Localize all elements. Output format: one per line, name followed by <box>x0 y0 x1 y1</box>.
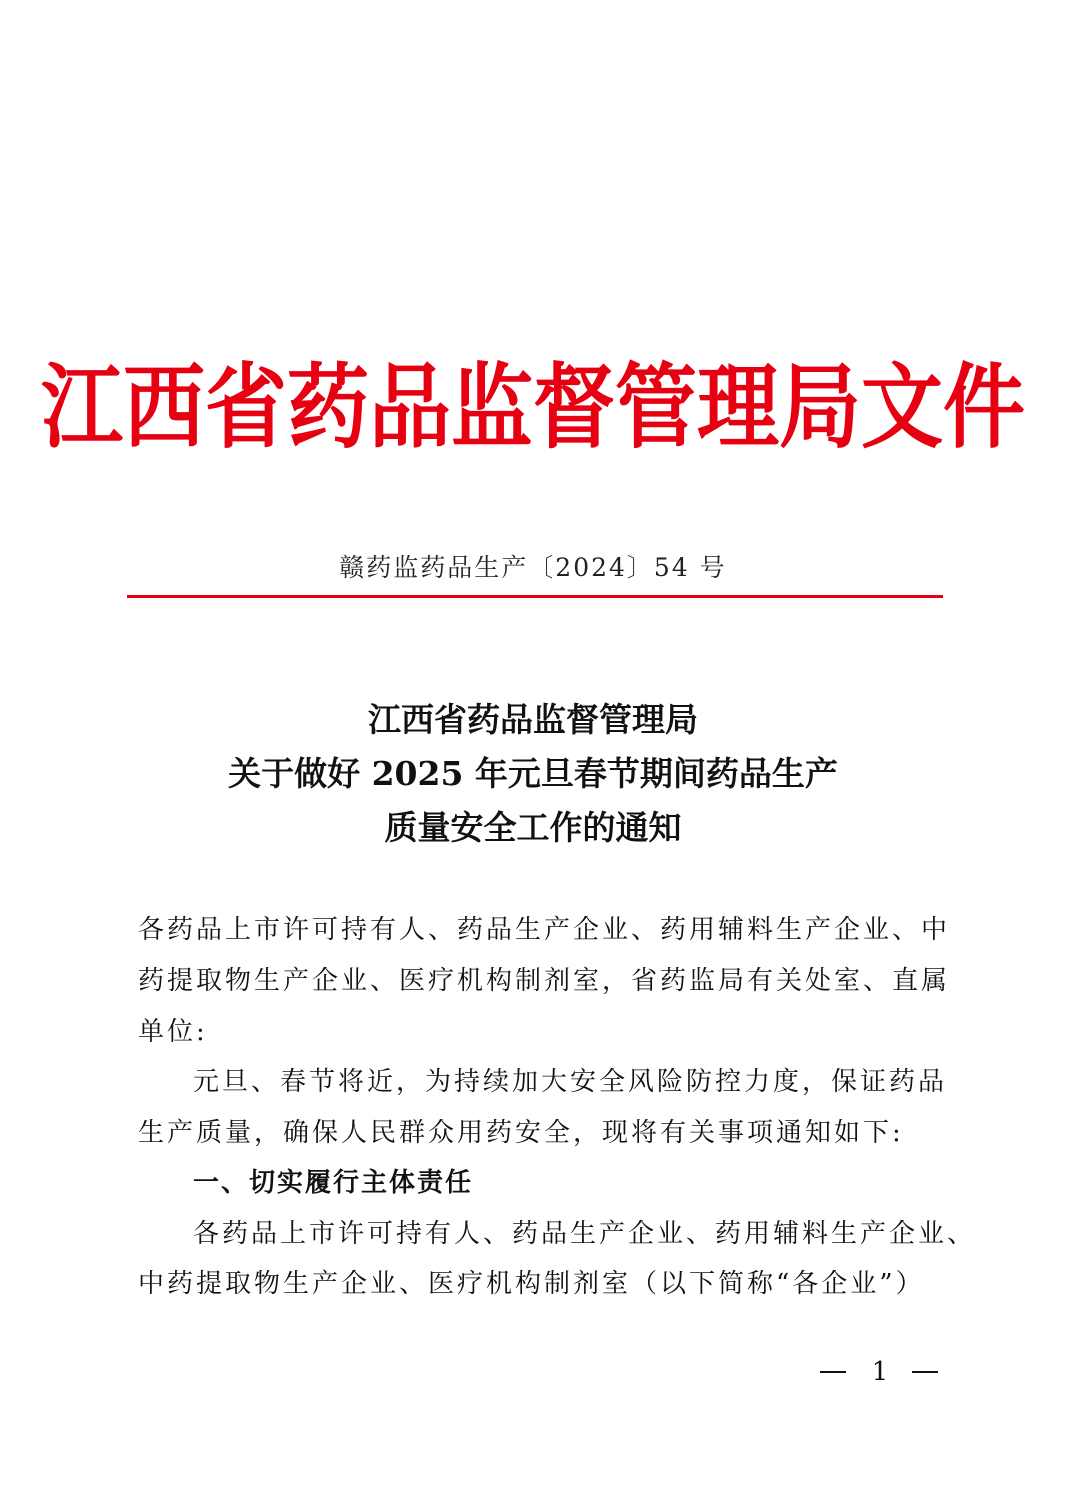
document-title-line-3: 质量安全工作的通知 <box>384 808 682 847</box>
document-title-line-2: 关于做好 2025 年元旦春节期间药品生产 <box>228 754 838 793</box>
recipients-line-1: 各药品上市许可持有人、药品生产企业、药用辅料生产企业、中 <box>138 915 951 945</box>
recipients-line-3: 单位: <box>138 1017 208 1047</box>
issuing-authority-masthead: 江西省药品监督管理局文件 <box>40 353 1025 462</box>
footer-dash-left <box>820 1371 846 1373</box>
intro-paragraph-line-1: 元旦、春节将近，为持续加大安全风险防控力度，保证药品 <box>193 1067 948 1097</box>
document-number: 赣药监药品生产〔2024〕54 号 <box>339 553 727 582</box>
section-paragraph-line-2: 中药提取物生产企业、医疗机构制剂室（以下简称“各企业”） <box>138 1269 925 1299</box>
document-title-line-1: 江西省药品监督管理局 <box>368 700 698 739</box>
red-divider-line <box>127 595 943 598</box>
section-paragraph-line-1: 各药品上市许可持有人、药品生产企业、药用辅料生产企业、 <box>193 1219 977 1249</box>
footer-dash-right <box>912 1371 938 1373</box>
recipients-line-2: 药提取物生产企业、医疗机构制剂室，省药监局有关处室、直属 <box>138 966 951 996</box>
section-heading: 一、切实履行主体责任 <box>193 1168 474 1198</box>
page-number: 1 <box>871 1357 889 1387</box>
page-footer <box>820 1352 940 1392</box>
intro-paragraph-line-2: 生产质量，确保人民群众用药安全，现将有关事项通知如下: <box>138 1118 904 1148</box>
